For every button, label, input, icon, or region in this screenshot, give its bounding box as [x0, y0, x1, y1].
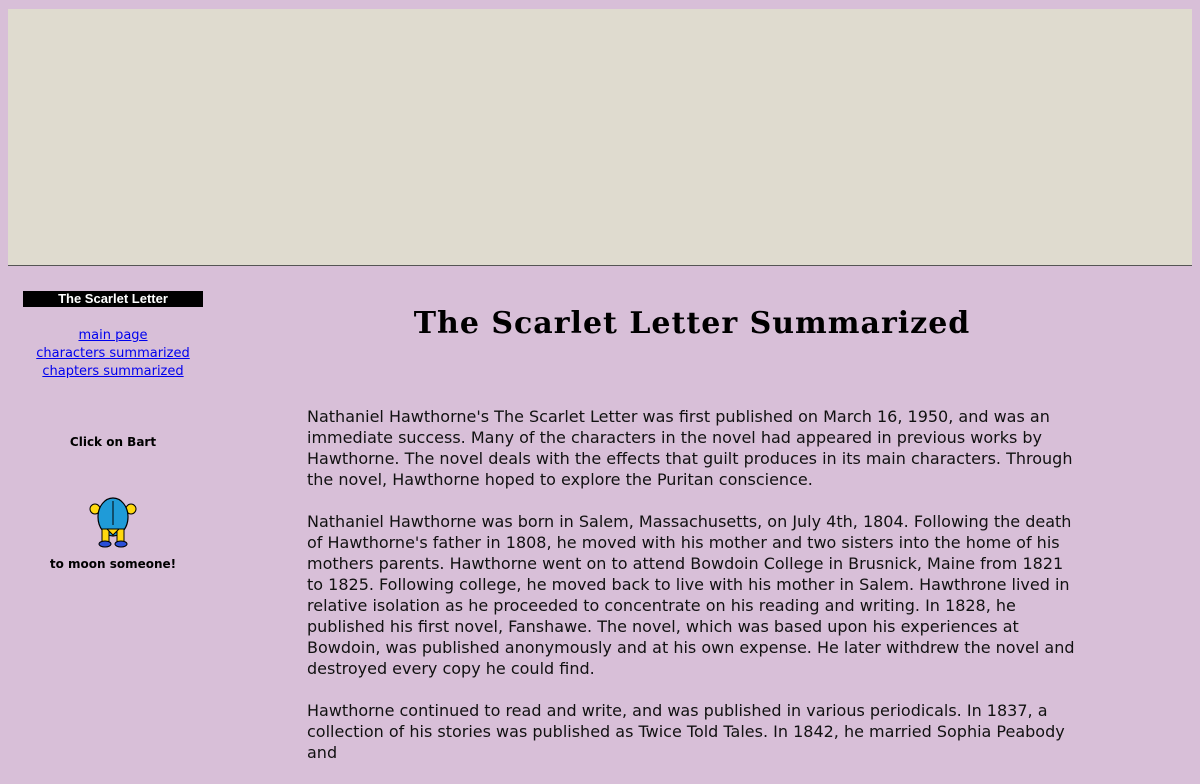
page-title: The Scarlet Letter Summarized	[413, 306, 971, 341]
main-page-link[interactable]: main page	[78, 328, 148, 343]
chapters-summarized-link[interactable]: chapters summarized	[42, 364, 184, 379]
sidebar-nav	[23, 327, 203, 381]
main-content	[307, 406, 1082, 784]
top-banner	[8, 9, 1192, 266]
sidebar	[23, 291, 203, 571]
bart-mooning-icon[interactable]	[87, 495, 139, 549]
intro-paragraph: Nathaniel Hawthorne's The Scarlet Letter was first published on March 16, 1950, and was an immediate success. Many of the characters in the novel had appeared in previous works by Hawthorne. The novel deals with the effects that guilt produces in its main characters. Through the novel, Hawthorne hoped to explore the Puritan conscience.	[307, 407, 1073, 489]
career-paragraph: Hawthorne continued to read and write, and was published in various periodicals. In 1837, a collection of his stories was published as Twice Told Tales. In 1842, he married Sophia Peabody and	[307, 701, 1065, 762]
characters-summarized-link[interactable]: characters summarized	[36, 346, 190, 361]
moon-someone-text: to moon someone!	[49, 557, 177, 571]
click-on-bart-text: Click on Bart	[69, 435, 157, 449]
sidebar-title: The Scarlet Letter	[23, 291, 203, 307]
biography-paragraph: Nathaniel Hawthorne was born in Salem, Massachusetts, on July 4th, 1804. Following the death of Hawthorne's father in 1808, he moved with his mother and two sisters into the home of his mothers parents. Hawthorne went on to attend Bowdoin College in Brusnick, Maine from 1821 to 1825. Following college, he moved back to live with his mother in Salem. Hawthrone lived in relative isolation as he proceeded to concentrate on his reading and writing. In 1828, he published his first novel, Fanshawe. The novel, which was based upon his experiences at Bowdoin, was published anonymously and at his own expense. He later withdrew the novel and destroyed every copy he could find.	[307, 512, 1075, 678]
